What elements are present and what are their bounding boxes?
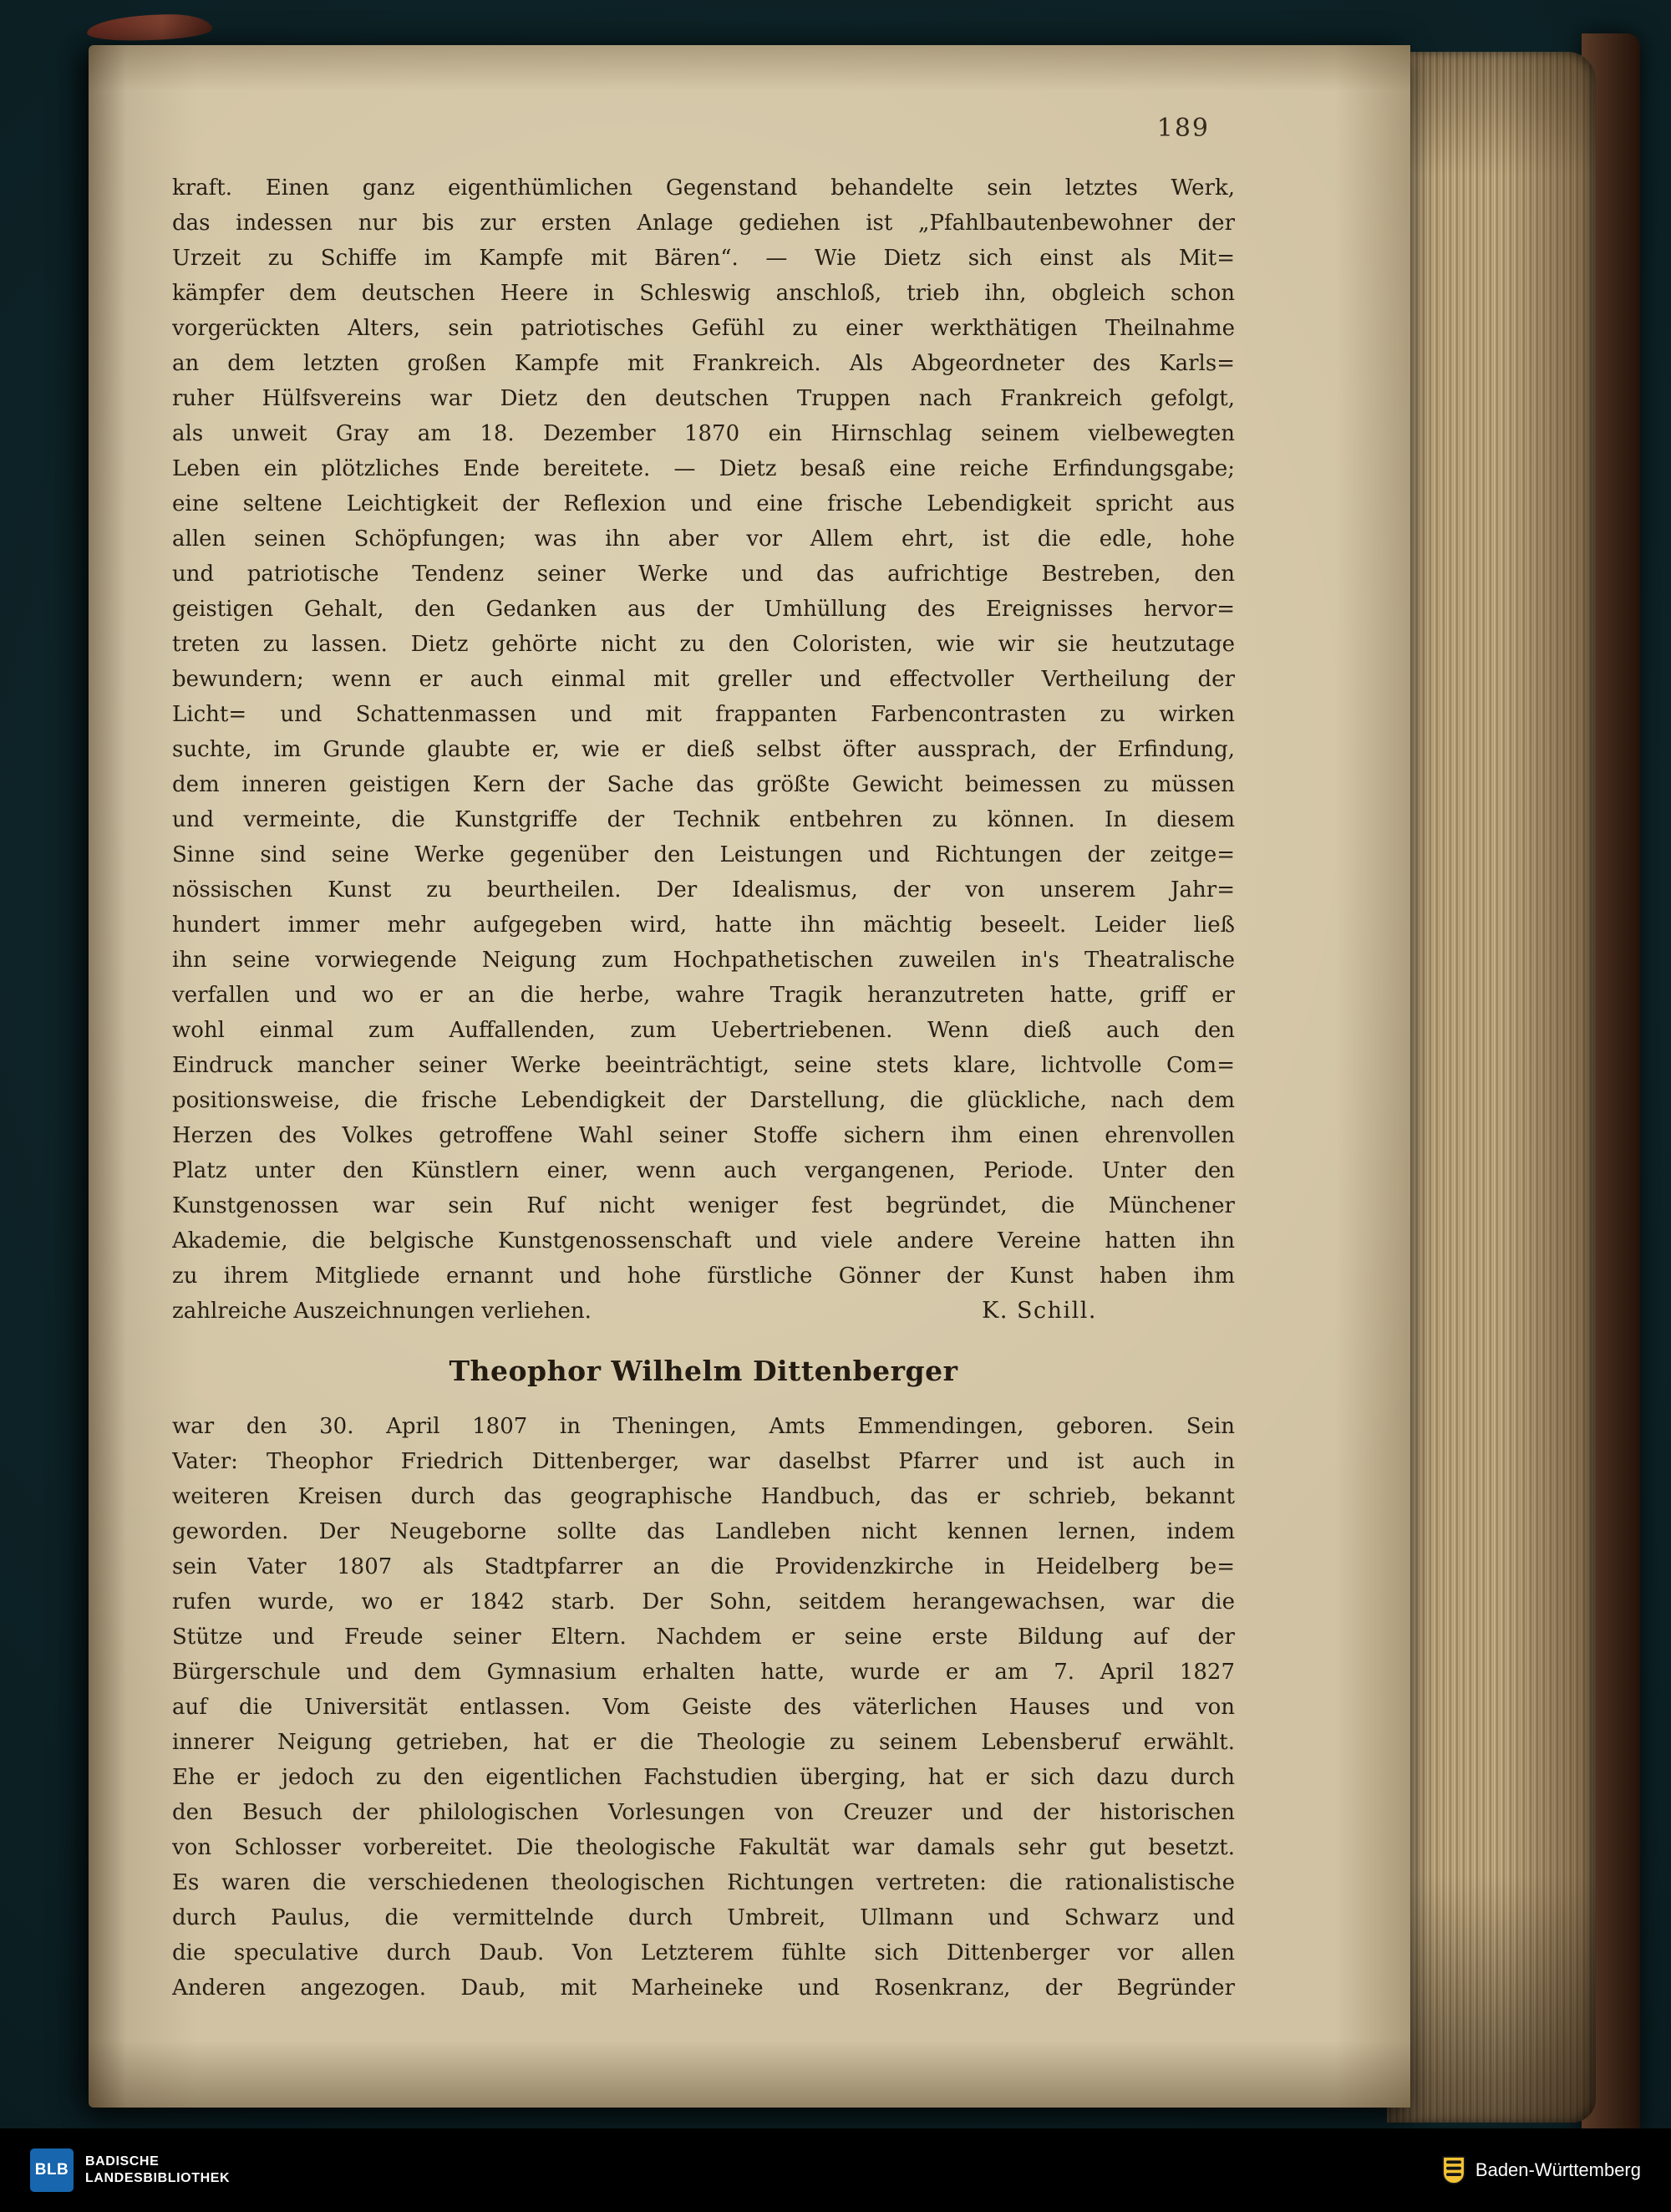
region-label: Baden-Württemberg — [1475, 2159, 1641, 2180]
text-line: Licht= und Schattenmassen und mit frappanten Farbencontrasten zu wirken — [172, 702, 1235, 727]
text-line: wohl einmal zum Auffallenden, zum Uebertriebenen. Wenn dieß auch den — [172, 1018, 1235, 1043]
text-line: Es waren die verschiedenen theologischen Richtungen vertreten: die rationalistische — [172, 1870, 1235, 1895]
text-line: nössischen Kunst zu beurtheilen. Der Idealismus, der von unserem Jahr= — [172, 877, 1235, 903]
text-line: Anderen angezogen. Daub, mit Marheineke und Rosenkranz, der Begründer — [172, 1976, 1235, 2001]
text-line: ruher Hülfsvereins war Dietz den deutschen Truppen nach Frankreich gefolgt, — [172, 386, 1235, 411]
text-line: innerer Neigung getrieben, hat er die Theologie zu seinem Lebensberuf erwählt. — [172, 1730, 1235, 1755]
text-line: die speculative durch Daub. Von Letzterem fühlte sich Dittenberger vor allen — [172, 1940, 1235, 1965]
text-line: Bürgerschule und dem Gymnasium erhalten hatte, wurde er am 7. April 1827 — [172, 1660, 1235, 1685]
text-block — [172, 170, 1235, 2006]
text-line: eine seltene Leichtigkeit der Reflexion und eine frische Lebendigkeit spricht aus — [172, 491, 1235, 516]
text-line: zu ihrem Mitgliede ernannt und hohe fürstliche Gönner der Kunst haben ihm — [172, 1264, 1235, 1289]
text-line: geworden. Der Neugeborne sollte das Landleben nicht kennen lernen, indem — [172, 1519, 1235, 1544]
text-line: an dem letzten großen Kampfe mit Frankreich. Als Abgeordneter des Karls= — [172, 351, 1235, 376]
text-line: Stütze und Freude seiner Eltern. Nachdem er seine erste Bildung auf der — [172, 1625, 1235, 1650]
text-line: verfallen und wo er an die herbe, wahre Tragik heranzutreten hatte, griff er — [172, 983, 1235, 1008]
text-line: Platz unter den Künstlern einer, wenn auch vergangenen, Periode. Unter den — [172, 1158, 1235, 1183]
blb-logo: BLB — [30, 2148, 74, 2192]
text-line: auf die Universität entlassen. Vom Geiste des väterlichen Hauses und von — [172, 1695, 1235, 1720]
text-line: Leben ein plötzliches Ende bereitete. — Dietz besaß eine reiche Erfindungsgabe; — [172, 456, 1235, 481]
text-line: Vater: Theophor Friedrich Dittenberger, war daselbst Pfarrer und ist auch in — [172, 1449, 1235, 1474]
text-line: Kunstgenossen war sein Ruf nicht weniger fest begründet, die Münchener — [172, 1193, 1235, 1218]
text-line: treten zu lassen. Dietz gehörte nicht zu den Coloristen, wie wir sie heutzutage — [172, 632, 1235, 657]
text-line: und vermeinte, die Kunstgriffe der Technik entbehren zu können. In diesem — [172, 807, 1235, 832]
book-page — [89, 45, 1410, 2108]
text-line: den Besuch der philologischen Vorlesungen von Creuzer und der historischen — [172, 1800, 1235, 1825]
text-line: von Schlosser vorbereitet. Die theologische Fakultät war damals sehr gut besetzt. — [172, 1835, 1235, 1860]
text-line: hundert immer mehr aufgegeben wird, hatte ihn mächtig beseelt. Leider ließ — [172, 913, 1235, 938]
region-branding — [1442, 2156, 1641, 2184]
book-headband — [87, 13, 213, 42]
text-line: rufen wurde, wo er 1842 starb. Der Sohn, seitdem herangewachsen, war die — [172, 1589, 1235, 1615]
text-line: durch Paulus, die vermittelnde durch Umbreit, Ullmann und Schwarz und — [172, 1905, 1235, 1930]
paragraph-dittenberger-biography — [172, 1409, 1235, 2006]
text-line: Urzeit zu Schiffe im Kampfe mit Bären“. — Wie Dietz sich einst als Mit= — [172, 246, 1235, 271]
signature-line — [172, 1294, 1235, 1329]
text-line: Ehe er jedoch zu den eigentlichen Fachstudien überging, hat er sich dazu durch — [172, 1765, 1235, 1790]
text-line: als unweit Gray am 18. Dezember 1870 ein Hirnschlag seinem vielbewegten — [172, 421, 1235, 446]
paragraph-last-line: zahlreiche Auszeichnungen verliehen. — [172, 1299, 592, 1324]
text-line: allen seinen Schöpfungen; was ihn aber vor Allem ehrt, ist die edle, hohe — [172, 526, 1235, 552]
text-line: Sinne sind seine Werke gegenüber den Leistungen und Richtungen der zeitge= — [172, 842, 1235, 867]
text-line: Herzen des Volkes getroffene Wahl seiner Stoffe sichern ihm einen ehrenvollen — [172, 1123, 1235, 1148]
library-name-line2: LANDESBIBLIOTHEK — [85, 2171, 231, 2185]
text-line: war den 30. April 1807 in Theningen, Amts Emmendingen, geboren. Sein — [172, 1414, 1235, 1439]
text-line: Akademie, die belgische Kunstgenossenschaft und viele andere Vereine hatten ihn — [172, 1228, 1235, 1253]
text-line: und patriotische Tendenz seiner Werke und das aufrichtige Bestreben, den — [172, 562, 1235, 587]
text-line: Eindruck mancher seiner Werke beeinträchtigt, seine stets klare, lichtvolle Com= — [172, 1053, 1235, 1078]
text-line: ihn seine vorwiegende Neigung zum Hochpathetischen zuweilen in's Theatralische — [172, 948, 1235, 973]
text-line: geistigen Gehalt, den Gedanken aus der Umhüllung des Ereignisses hervor= — [172, 597, 1235, 622]
footer-bar — [0, 2128, 1671, 2212]
coat-of-arms-icon — [1442, 2156, 1465, 2184]
text-line: kämpfer dem deutschen Heere in Schleswig anschloß, trieb ihn, obgleich schon — [172, 281, 1235, 306]
author-signature: K. Schill. — [982, 1298, 1097, 1324]
library-branding — [30, 2148, 230, 2192]
text-line: sein Vater 1807 als Stadtpfarrer an die Providenzkirche in Heidelberg be= — [172, 1554, 1235, 1579]
page-stack-fore-edge — [1387, 52, 1596, 2123]
library-name-line1: BADISCHE — [85, 2154, 160, 2169]
text-line: bewundern; wenn er auch einmal mit greller und effectvoller Vertheilung der — [172, 667, 1235, 692]
text-line: weiteren Kreisen durch das geographische Handbuch, das er schrieb, bekannt — [172, 1484, 1235, 1509]
text-line: kraft. Einen ganz eigenthümlichen Gegenstand behandelte sein letztes Werk, — [172, 175, 1235, 201]
paragraph-dietz-biography — [172, 170, 1235, 1294]
section-heading: Theophor Wilhelm Dittenberger — [449, 1355, 958, 1387]
text-line: positionsweise, die frische Lebendigkeit der Darstellung, die glückliche, nach dem — [172, 1088, 1235, 1113]
text-line: suchte, im Grunde glaubte er, wie er dieß selbst öfter aussprach, der Erfindung, — [172, 737, 1235, 762]
library-name — [85, 2154, 230, 2187]
text-line: das indessen nur bis zur ersten Anlage gediehen ist „Pfahlbautenbewohner der — [172, 211, 1235, 236]
text-line: dem inneren geistigen Kern der Sache das größte Gewicht beimessen zu müssen — [172, 772, 1235, 797]
page-number: 189 — [1156, 114, 1210, 143]
text-line: vorgerückten Alters, sein patriotisches Gefühl zu einer werkthätigen Theilnahme — [172, 316, 1235, 341]
